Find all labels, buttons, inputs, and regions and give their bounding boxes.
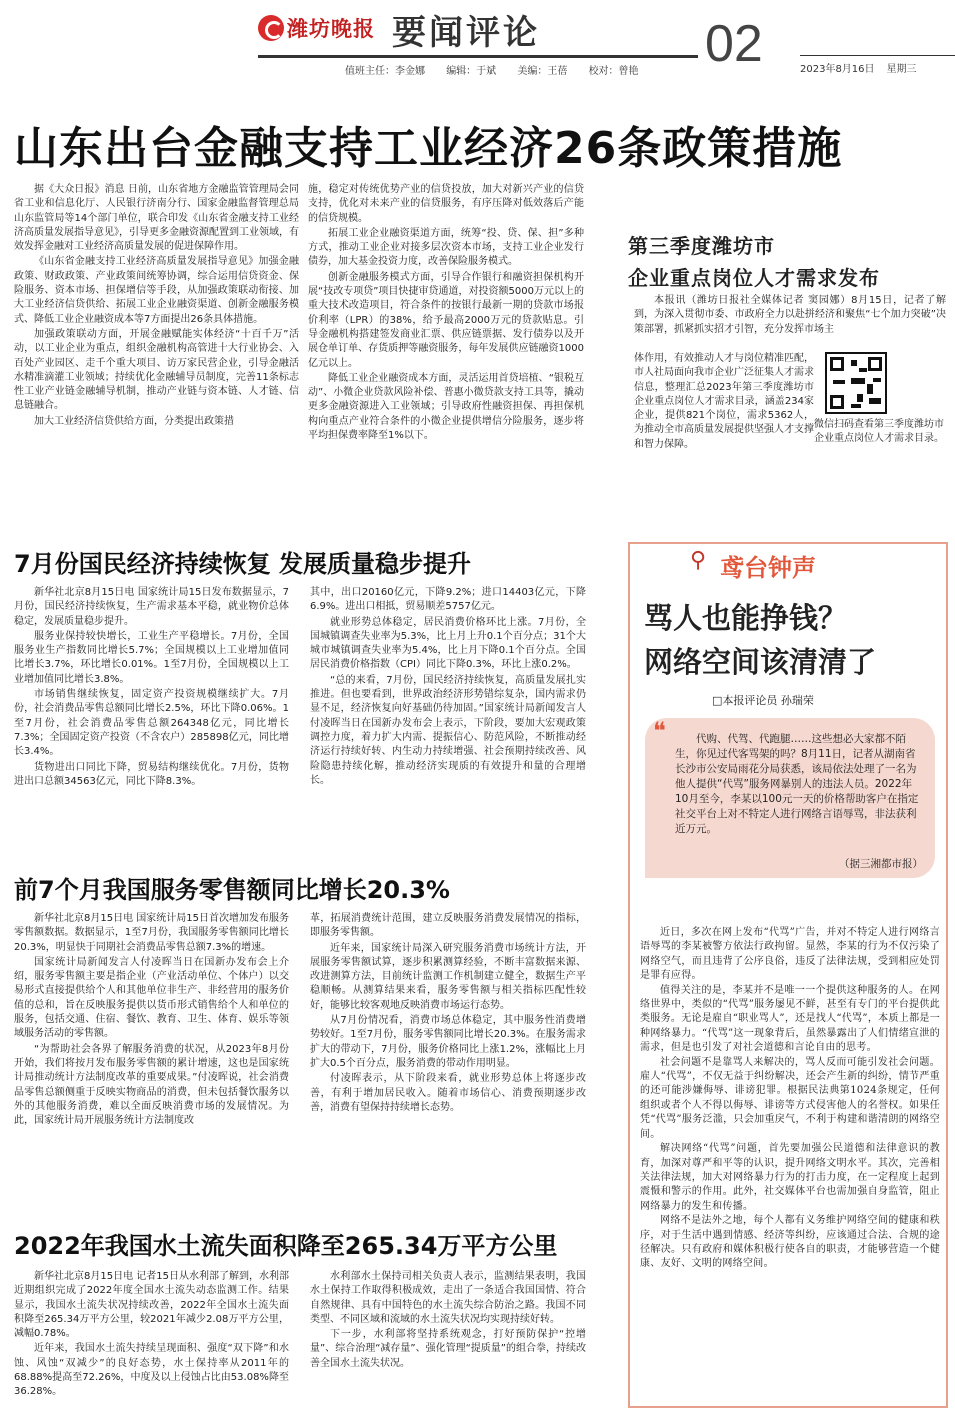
paragraph: 解决网络“代骂”问题，首先要加强公民道德和法律意识的教育，加深对尊严和平等的认识，提升网络文明水平。其次，完善相关法律法规，加大对网络暴力行为的打击力度，在一定程度上起到震慑和警示的作用。此外，社交媒体平台也需加强自身监管，阻止网络暴力的发生和传播。 — [640, 1143, 940, 1212]
side-news-body — [634, 352, 814, 453]
paragraph: 从7月份情况看，消费市场总体稳定，其中服务性消费增势较好。1至7月份，服务零售额同比增长20.3%。在服务需求扩大的带动下，7月份，服务价格同比上涨1.2%，涨幅比上月扩大0.5个百分点，服务消费的带动作用明显。 — [310, 1015, 586, 1069]
paragraph: 其中，出口20160亿元，下降9.2%；进口14403亿元，下降6.9%。进出口相抵，贸易顺差5757亿元。 — [310, 587, 586, 613]
paragraph: “为帮助社会各界了解服务消费的状况，从2023年8月份开始，我们将按月发布服务零售额的累计增速，这也是国家统计局推动统计方法制度改革的重要成果。”付凌晖说，社会消费品零售总额侧重于反映实物商品的消费，但未包括餐饮服务以外的其他服务消费，难以全面反映消费市场的发展情况。为此，国家统计局开展服务统计方法制度改 — [14, 1043, 289, 1127]
water-headline: 2022年我国水土流失面积降至265.34万平方公里 — [14, 1232, 558, 1260]
paragraph: 创新金融服务模式方面，引导合作银行和融资担保机构开展“技改专项贷”项目快捷审贷通道，对投资额5000万元以上的重大技术改造项目，符合条件的按银行最新一期的贷款市场报价利率（LPR）的38%，给予最高2000万元的贷款贴息。引导金融机构搭建签发商业汇票、供应链票据、发行债券以及开展仓单订单、存货质押等融资服务，每年发展供应链融资1000亿元以上。 — [308, 271, 584, 369]
economy-headline: 7月份国民经济持续恢复 发展质量稳步提升 — [14, 550, 472, 578]
paragraph: 近年来，国家统计局深入研究服务消费市场统计方法，开展服务零售额试算，逐步积累测算经验，不断丰富数据来源、改进测算方法，目前统计监测工作机制建立健全，数据生产平稳顺畅。从测算结果来看，服务零售额与相关指标匹配性较好，能够比较客观地反映消费市场运行态势。 — [310, 942, 586, 1011]
editor-credit: 美编：王蓓 — [517, 66, 568, 77]
paragraph: 下一步，水利部将坚持系统观念，打好预防保护“控增量”、综合治理“减存量”、强化管理“提质量”的组合拳，持续改善全国水土流失状况。 — [310, 1329, 586, 1369]
lead-headline: 山东出台金融支持工业经济26条政策措施 — [14, 123, 843, 174]
qr-code[interactable] — [825, 352, 887, 414]
masthead — [0, 0, 955, 82]
paragraph: 近日，多次在网上发布“代骂”广告，并对不特定人进行网络言语辱骂的李某被警方依法行政拘留。显然，李某的行为不仅污染了网络空气，而且违背了公序良俗，违反了法律法规，受到相应处罚是罪有应得。 — [640, 927, 940, 982]
lead-column-1 — [14, 183, 299, 430]
economy-column-1 — [14, 586, 289, 790]
paragraph: 本报讯（潍坊日报社全媒体记者 窦园娜）8月15日，记者了解到，为深入贯彻市委、市政府全力以赴拼经济和聚焦“七个加力突破”决策部署，抓紧抓实招才引智，充分发挥市场主 — [634, 295, 946, 335]
byline: □本报评论员 孙瑞荣 — [712, 694, 814, 707]
paragraph: 水利部水土保持司相关负责人表示，监测结果表明，我国水土保持工作取得积极成效，走出了一条适合我国国情、符合自然规律、具有中国特色的水土流失综合防治之路。我国不同类型、不同区域和流域的水土流失状况均实现持续好转。 — [310, 1271, 586, 1325]
water-column-2 — [310, 1270, 586, 1372]
editor-credit: 编辑：于斌 — [446, 66, 497, 77]
paragraph: “总的来看，7月份，国民经济持续恢复，高质量发展扎实推进。但也要看到，世界政治经济形势错综复杂，国内需求仍显不足，经济恢复向好基础仍待加固。”国家统计局新闻发言人付凌晖当日在国新办发布会上表示，下阶段，要加大宏观政策调控力度，着力扩大内需、提振信心、防范风险，不断推动经济运行持续好转、内生动力持续增强、社会预期持续改善、风险隐患持续化解，推动经济实现质的有效提升和量的合理增长。 — [310, 674, 586, 786]
commentary-body — [640, 926, 940, 1272]
paragraph: 降低工业企业融资成本方面，灵活运用首贷培植、“银税互动”、小微企业贷款风险补偿、普惠小微贷款支持工具等，撬动更多金融资源进入工业领域；引导政府性融资担保、再担保机构向重点产业符合条件的小微企业提供增信分险服务，逐步将平均担保费率降至1%以下。 — [308, 372, 584, 442]
section-name: 要闻评论 — [392, 13, 540, 53]
paragraph: 加强政策联动方面，开展金融赋能实体经济“十百千万”活动，以工业企业为重点，组织金融机构高管进十大行业协会、入百处产业园区、走千个重大项目、访万家民营企业，引导金融活水精准滴灌工业领域；持续优化金融辅导员制度，完善11条标志性工业产业链金融辅导机制，推动产业链与资本链、人才链、信息链融合。 — [14, 328, 299, 412]
editor-credit: 值班主任：李金娜 — [345, 66, 425, 77]
quote-source: （据三湘都市报） — [839, 858, 923, 870]
quote-icon: ❝ — [653, 717, 666, 745]
paragraph: 就业形势总体稳定，居民消费价格环比上涨。7月份，全国城镇调查失业率为5.3%，比上月上升0.1个百分点；31个大城市城镇调查失业率为5.4%，比上月下降0.1个百分点。全国居民消费价格指数（CPI）同比下降0.3%，环比上涨0.2%。 — [310, 616, 586, 671]
newspaper-name: 潍坊晚报 — [287, 17, 375, 41]
editor-credit: 校对：曾艳 — [588, 66, 639, 77]
paragraph: 市场销售继续恢复，固定资产投资规模继续扩大。7月份，社会消费品零售总额同比增长2.5%，环比下降0.06%。1至7月份，社会消费品零售总额264348亿元，同比增长7.3%；全国固定资产投资（不含农户）285898亿元，同比增长3.4%。 — [14, 689, 289, 758]
newspaper-logo-icon — [258, 15, 284, 41]
column-header — [630, 544, 946, 582]
side-news-title-line1: 第三季度潍坊市 — [628, 234, 775, 258]
paragraph: 拓展工业企业融资渠道方面，统筹“投、贷、保、担”多种方式，推动工业企业对接多层次资本市场，支持工业企业发行债券，加大基金投资力度，改善保险服务模式。 — [308, 227, 584, 268]
water-column-1 — [14, 1270, 289, 1401]
services-column-2 — [310, 912, 586, 1116]
paragraph: 施，稳定对传统优势产业的信贷投放，加大对新兴产业的信贷支持，优化对未来产业的信贷服务，有序压降对低效落后产能的信贷规模。 — [308, 184, 584, 224]
side-news-title-line2: 企业重点岗位人才需求发布 — [628, 266, 880, 290]
issue-date — [800, 60, 917, 75]
services-column-1 — [14, 912, 289, 1129]
paragraph: 服务业保持较快增长，工业生产平稳增长。7月份，全国服务业生产指数同比增长5.7%；全国规模以上工业增加值同比增长3.7%，环比增长0.01%。1至7月份，全国规模以上工业增加值同比增长3.8%。 — [14, 630, 289, 685]
weekday-text: 星期三 — [886, 64, 917, 75]
column-name: 鸢台钟声 — [720, 553, 816, 582]
paragraph: 网络不是法外之地，每个人都有义务维护网络空间的健康和秩序，对于生活中遇到情感、经济等纠纷，应该通过合法、合规的途径解决。只有政府和媒体积极行使各自的职责，才能够营造一个健康、友好、文明的网络空间。 — [640, 1215, 940, 1270]
paragraph: 值得关注的是，李某并不是唯一一个提供这种服务的人。在网络世界中，类似的“代骂”服务屡见不鲜，甚至有专门的平台提供此类服务。无论是雇自“职业骂人”，还是找人“代骂”，本质上都是一种网络暴力。“代骂”这一现象背后，虽然暴露出了人们情绪宣泄的需求，但是也引发了对社会道德和言论自由的思考。 — [640, 984, 940, 1054]
paragraph: 社会问题不是靠骂人来解决的，骂人反而可能引发社会问题。雇人“代骂”，不仅无益于纠纷解决，还会产生新的纠纷，情节严重的还可能涉嫌侮辱、诽谤犯罪。根据民法典第1024条规定，任何组织或者个人不得以侮辱、诽谤等方式侵害他人的名誉权。如果任凭“代骂”服务泛滥，只会加重戾气，不利于构建和谐清朗的网络空间。 — [640, 1056, 940, 1140]
page-number: 02 — [705, 15, 763, 73]
paragraph: 付凌晖表示，从下阶段来看，就业形势总体上将逐步改善，有利于增加居民收入。随着市场信心、消费预期逐步改善，消费有望保持持续增长态势。 — [310, 1073, 586, 1113]
services-headline: 前7个月我国服务零售额同比增长20.3% — [14, 876, 450, 904]
editor-credits — [345, 62, 657, 77]
lead-column-2 — [308, 183, 584, 444]
masthead-rule-right — [800, 55, 955, 56]
paragraph: 加大工业经济信贷供给方面，分类提出政策措 — [34, 415, 234, 427]
paragraph: 货物进出口同比下降，贸易结构继续优化。7月份，货物进出口总额34563亿元，同比下降8.3%。 — [14, 761, 289, 787]
paragraph: 革，拓展消费统计范围，建立反映服务消费发展情况的指标，即服务零售额。 — [310, 913, 586, 939]
paragraph: 新华社北京8月15日电 国家统计局15日首次增加发布服务零售额数据。数据显示，1至7月份，我国服务零售额同比增长20.3%，明显快于同期社会消费品零售总额7.3%的增速。 — [14, 913, 289, 953]
date-text: 2023年8月16日 — [800, 64, 875, 75]
paragraph: 体作用，有效推动人才与岗位精准匹配，市人社局面向我市企业广泛征集人才需求信息，整理汇总2023年第三季度潍坊市企业重点岗位人才需求目录，涵盖234家企业，提供821个岗位，需求5362人，为推动全市高质量发展提供坚强人才支撑和智力保障。 — [634, 353, 814, 450]
paragraph: 据《大众日报》消息 日前，山东省地方金融监管管理局会同省工业和信息化厅、人民银行济南分行、国家金融监督管理总局山东监管局等14个部门单位，联合印发《山东省金融支持工业经济高质量发展指导意见》，引导更多金融资源配置到工业领域，有效发挥金融对工业经济高质量发展的促进保障作用。 — [14, 184, 299, 253]
side-news-intro — [634, 294, 946, 338]
paragraph: 国家统计局新闻发言人付凌晖当日在国新办发布会上介绍，服务零售额主要是指企业（产业活动单位、个体户）以交易形式直接提供给个人和其他单位非生产、非经营用的服务价值的总和，旨在反映服务提供以货币形式销售给个人和单位的服务，包括交通、住宿、餐饮、教育、卫生、体育、娱乐等领域服务活动的零售额。 — [14, 956, 289, 1040]
paragraph: 新华社北京8月15日电 国家统计局15日发布数据显示，7月份，国民经济持续恢复，生产需求基本平稳，就业物价总体稳定，发展质量稳步提升。 — [14, 587, 289, 627]
qr-caption: 微信扫码查看第三季度潍坊市企业重点岗位人才需求目录。 — [814, 419, 944, 444]
column-title-line1: 骂人也能挣钱？ — [644, 601, 848, 635]
quote-box — [645, 718, 935, 878]
quote-text: 代购、代驾、代跑腿……这些想必大家都不陌生，你见过代客骂架的吗？8月11日，记者从湖南省长沙市公安局雨花分局获悉，该局依法处理了一名为他人提供“代骂”服务网暴别人的违法人员。2022年10月至今，李某以100元一天的价格帮助客户在指定社交平台上对不特定人进行网络言语辱骂，非法获利近万元。 — [675, 733, 919, 835]
paragraph: 新华社北京8月15日电 记者15日从水利部了解到，水利部近期组织完成了2022年度全国水土流失动态监测工作。结果显示，我国水土流失状况持续改善，2022年全国水土流失面积降至265.34万平方公里，较2021年减少2.08万平方公里，减幅0.78%。 — [14, 1271, 289, 1340]
paragraph: 近年来，我国水土流失持续呈现面积、强度“双下降”和水蚀、风蚀“双减少”的良好态势，水土保持率从2011年的68.88%提高至72.26%，中度及以上侵蚀占比由53.08%降至36.28%。 — [14, 1343, 289, 1398]
economy-column-2 — [310, 586, 586, 789]
masthead-rule — [258, 55, 698, 58]
bell-icon: ⚲ — [690, 548, 707, 573]
paragraph: 《山东省金融支持工业经济高质量发展指导意见》加强金融政策、财政政策、产业政策间统筹协调，综合运用信贷资金、保险服务、资本市场、担保增信等手段，从加强政策联动衔接、加大工业经济信贷供给、拓展工业企业融资渠道、创新金融服务模式、降低工业企业融资成本等7方面提出26条具体措施。 — [14, 256, 299, 325]
column-title-line2: 网络空间该清清了 — [644, 645, 877, 679]
